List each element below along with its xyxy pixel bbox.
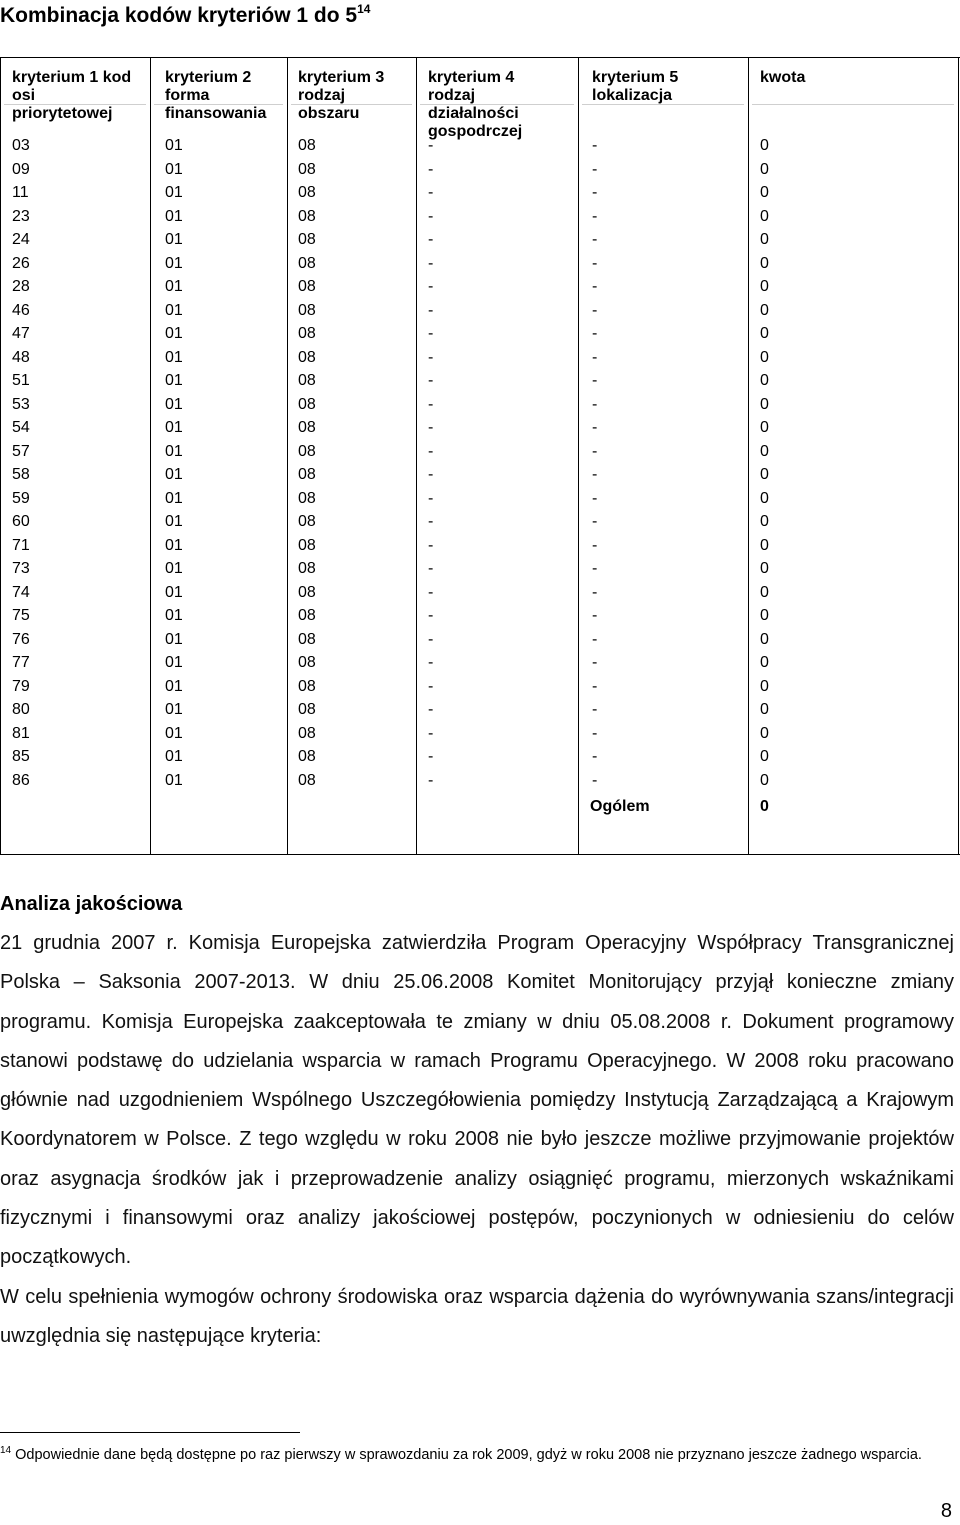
table-cell: 0 [760,348,769,366]
column-header-line: kryterium 5 [592,69,679,86]
table-cell: 86 [12,771,30,789]
table-cell: 08 [298,489,316,507]
table-cell: - [592,701,598,718]
page-title [0,2,370,28]
table-col-border [958,57,959,855]
paragraph-1: 21 grudnia 2007 r. Komisja Europejska zatwierdziła Program Operacyjny Współpracy Transgranicznej Polska – Saksonia 2007-2013. W dniu 25.06.2008 Komitet Monitorujący przyjął konieczne zmiany programu. Komisja Europejska zaakceptowała te zmiany w dniu 05.08.2008 r. Dokument programowy stanowi podstawę do udzielania wsparcia w ramach Programu Operacyjnego. W 2008 roku pracowano głównie nad uzgodnieniem Wspólnego Uszczegółowienia pomiędzy Instytucją Zarządzającą a Krajowym Koordynatorem w Polsce. Z tego względu w roku 2008 nie było jeszcze możliwe przyjmowanie projektów oraz asygnacja środków jak i przeprowadzenie analizy osiągnięć programu, mierzonych wskaźnikami fizycznymi i finansowymi oraz analizy jakościowej postępów, poczynionych w odniesieniu do celów początkowych. [0,932,954,1269]
table-cell: 01 [165,137,183,154]
table-cell: 79 [12,677,30,695]
table-cell: 0 [760,137,769,154]
table-cell: 01 [165,724,183,742]
table-cell: 08 [298,348,316,366]
paragraph-2: W celu spełnienia wymogów ochrony środowiska oraz wsparcia dążenia do wyrównywania szans/integracji uwzględnia się następujące kryteria: [0,1285,954,1347]
table-cell: - [592,607,598,624]
table-cell: 08 [298,630,316,648]
table-cell: - [428,254,434,272]
table-cell: - [428,160,434,178]
title-footnote-ref: 14 [357,2,371,16]
table-cell: - [428,348,434,366]
table-cell: 0 [760,654,769,671]
table-cell: 80 [12,701,30,718]
table-cell: - [428,466,434,483]
table-cell: 11 [12,184,29,201]
table-cell: - [592,466,598,483]
table-cell: - [592,231,598,248]
table-cell: 0 [760,560,769,577]
table-col-border [150,57,151,855]
table-cell: 0 [760,677,769,695]
table-cell: - [428,771,434,789]
table-col-border [0,57,1,855]
column-header-line: finansowania [165,105,267,122]
footnote [0,1442,950,1464]
table-cell: 77 [12,654,30,671]
table-cell: 0 [760,536,769,554]
table-cell: - [592,160,598,178]
total-value: 0 [760,798,769,815]
table-cell: 0 [760,724,769,742]
column-header-line: gospodrczej [428,123,523,140]
table-cell: 08 [298,442,316,460]
table-col-border [416,57,417,855]
table-cell: - [592,419,598,436]
table-cell: - [428,607,434,624]
table-cell: 01 [165,536,183,554]
table-cell: 08 [298,160,316,178]
table-cell: 08 [298,301,316,319]
table-cell: - [592,677,598,695]
body-text [0,924,954,1356]
table-cell: 48 [12,348,30,366]
table-cell: 01 [165,348,183,366]
table-cell: - [428,489,434,507]
table-cell: 01 [165,419,183,436]
total-label: Ogólem [590,798,650,815]
table-cell: - [428,583,434,601]
title-text: Kombinacja kodów kryteriów 1 do 5 [0,4,358,27]
table-cell: 47 [12,325,30,342]
table-cell: - [428,419,434,436]
table-cell: 08 [298,395,316,413]
table-cell: 01 [165,607,183,624]
table-cell: 01 [165,701,183,718]
table-cell: 0 [760,466,769,483]
table-cell: 58 [12,466,30,483]
table-cell: 08 [298,231,316,248]
table-cell: 46 [12,301,30,319]
column-header-line: lokalizacja [592,87,673,104]
page-number: 8 [940,1500,952,1522]
table-cell: 01 [165,489,183,507]
table-cell: 0 [760,771,769,789]
table-cell: - [428,184,434,201]
table-cell: - [428,513,434,530]
table-cell: 08 [298,372,316,389]
table-cell: - [592,254,598,272]
table-cell: - [592,771,598,789]
table-cell: 0 [760,184,769,201]
table-cell: 08 [298,254,316,272]
column-header-line: rodzaj [298,87,346,104]
table-cell: - [592,748,598,765]
column-header-line: kryterium 2 [165,69,252,86]
table-cell: 81 [12,724,30,742]
column-header-line: kwota [760,69,806,86]
table-cell: - [592,536,598,554]
table-cell: 71 [12,536,30,554]
table-cell: - [592,442,598,460]
table-cell: 01 [165,654,183,671]
table-cell: 0 [760,278,769,295]
table-cell: 74 [12,583,30,601]
table-cell: 09 [12,160,30,178]
table-cell: 01 [165,442,183,460]
table-cell: - [592,583,598,601]
table-cell: - [428,536,434,554]
table-cell: 01 [165,207,183,225]
table-cell: 73 [12,560,30,577]
table-cell: 01 [165,513,183,530]
table-cell: 01 [165,254,183,272]
table-cell: 08 [298,184,316,201]
table-cell: 0 [760,630,769,648]
table-cell: 0 [760,513,769,530]
table-cell: 0 [760,301,769,319]
column-header-line: forma [165,87,210,104]
table-cell: - [592,301,598,319]
table-col-border [578,57,579,855]
table-cell: 01 [165,771,183,789]
table-cell: 01 [165,560,183,577]
table-cell: 01 [165,395,183,413]
table-cell: - [592,489,598,507]
table-cell: 08 [298,771,316,789]
table-cell: 01 [165,466,183,483]
table-cell: - [428,301,434,319]
table-cell: - [428,630,434,648]
table-cell: 08 [298,278,316,295]
table-cell: 01 [165,325,183,342]
table-cell: - [428,278,434,295]
table-cell: 08 [298,654,316,671]
table-cell: 85 [12,748,30,765]
table-cell: - [592,184,598,201]
table-cell: - [592,395,598,413]
column-header-line: priorytetowej [12,105,113,122]
column-header [592,69,678,105]
table-cell: 01 [165,372,183,389]
table-cell: 08 [298,536,316,554]
table-cell: 01 [165,677,183,695]
table-cell: 24 [12,231,30,248]
column-header [165,69,266,123]
table-cell: 0 [760,254,769,272]
column-header [12,69,131,123]
table-cell: - [428,724,434,742]
table-cell: - [428,137,434,154]
column-header [760,69,805,87]
table-cell: 08 [298,419,316,436]
column-header [428,69,522,141]
column-header-line: osi [12,87,36,104]
table-cell: - [428,372,434,389]
table-cell: 59 [12,489,30,507]
table-cell: - [592,372,598,389]
table-cell: - [428,325,434,342]
table-cell: - [592,630,598,648]
table-cell: 0 [760,160,769,178]
table-cell: 0 [760,583,769,601]
footnote-divider [0,1432,300,1433]
table-cell: 57 [12,442,30,460]
table-cell: 76 [12,630,30,648]
table-cell: - [592,278,598,295]
table-cell: 01 [165,231,183,248]
table-cell: 0 [760,395,769,413]
table-cell: 26 [12,254,30,272]
table-cell: 01 [165,184,183,201]
table-col-border [287,57,288,855]
footnote-text: Odpowiednie dane będą dostępne po raz pierwszy w sprawozdaniu za rok 2009, gdyż w roku 2008 nie przyznano jeszcze żadnego wsparcia. [15,1447,922,1463]
header-underline [752,104,954,105]
table-cell: 0 [760,607,769,624]
column-header-line: kryterium 1 kod [12,69,132,86]
table-cell: - [592,724,598,742]
table-cell: 08 [298,466,316,483]
table-cell: 0 [760,442,769,460]
column-header-line: kryterium 4 [428,69,515,86]
table-cell: - [592,348,598,366]
section-heading: Analiza jakościowa [0,893,183,915]
table-cell: 08 [298,207,316,225]
column-header-line: obszaru [298,105,360,122]
table-cell: 08 [298,513,316,530]
column-header [298,69,384,123]
table-cell: 08 [298,701,316,718]
table-cell: - [428,677,434,695]
table-cell: 01 [165,630,183,648]
table-cell: 23 [12,207,30,225]
table-cell: 0 [760,231,769,248]
table-cell: - [428,748,434,765]
table-cell: 08 [298,560,316,577]
table-cell: - [428,231,434,248]
table-cell: 53 [12,395,30,413]
criteria-table [0,57,960,855]
table-cell: - [428,654,434,671]
table-cell: - [592,513,598,530]
table-cell: 0 [760,748,769,765]
table-cell: 03 [12,137,30,154]
table-cell: - [428,560,434,577]
table-cell: - [428,701,434,718]
table-cell: 0 [760,207,769,225]
table-cell: - [592,560,598,577]
table-cell: - [428,207,434,225]
table-cell: - [592,207,598,225]
table-cell: 08 [298,748,316,765]
table-cell: 08 [298,607,316,624]
table-cell: 60 [12,513,30,530]
table-cell: 08 [298,724,316,742]
table-cell: 51 [12,372,30,389]
column-header-line: działalności [428,105,519,122]
table-cell: - [592,654,598,671]
table-cell: 0 [760,372,769,389]
table-cell: - [592,325,598,342]
table-cell: 01 [165,301,183,319]
table-cell: - [592,137,598,154]
table-cell: - [428,395,434,413]
table-cell: 08 [298,677,316,695]
table-col-border [748,57,749,855]
table-cell: 0 [760,701,769,718]
table-cell: 01 [165,278,183,295]
footnote-number: 14 [0,1445,12,1456]
table-cell: 28 [12,278,30,295]
table-row-border [0,57,960,58]
table-cell: 0 [760,419,769,436]
table-row-border [0,854,960,855]
table-cell: 08 [298,583,316,601]
table-cell: 08 [298,137,316,154]
table-cell: 01 [165,583,183,601]
table-cell: 0 [760,489,769,507]
table-cell: 01 [165,160,183,178]
column-header-line: kryterium 3 [298,69,385,86]
table-cell: 01 [165,748,183,765]
table-cell: 75 [12,607,30,624]
table-cell: 08 [298,325,316,342]
table-cell: 54 [12,419,30,436]
column-header-line: rodzaj [428,87,476,104]
table-cell: 0 [760,325,769,342]
table-cell: - [428,442,434,460]
